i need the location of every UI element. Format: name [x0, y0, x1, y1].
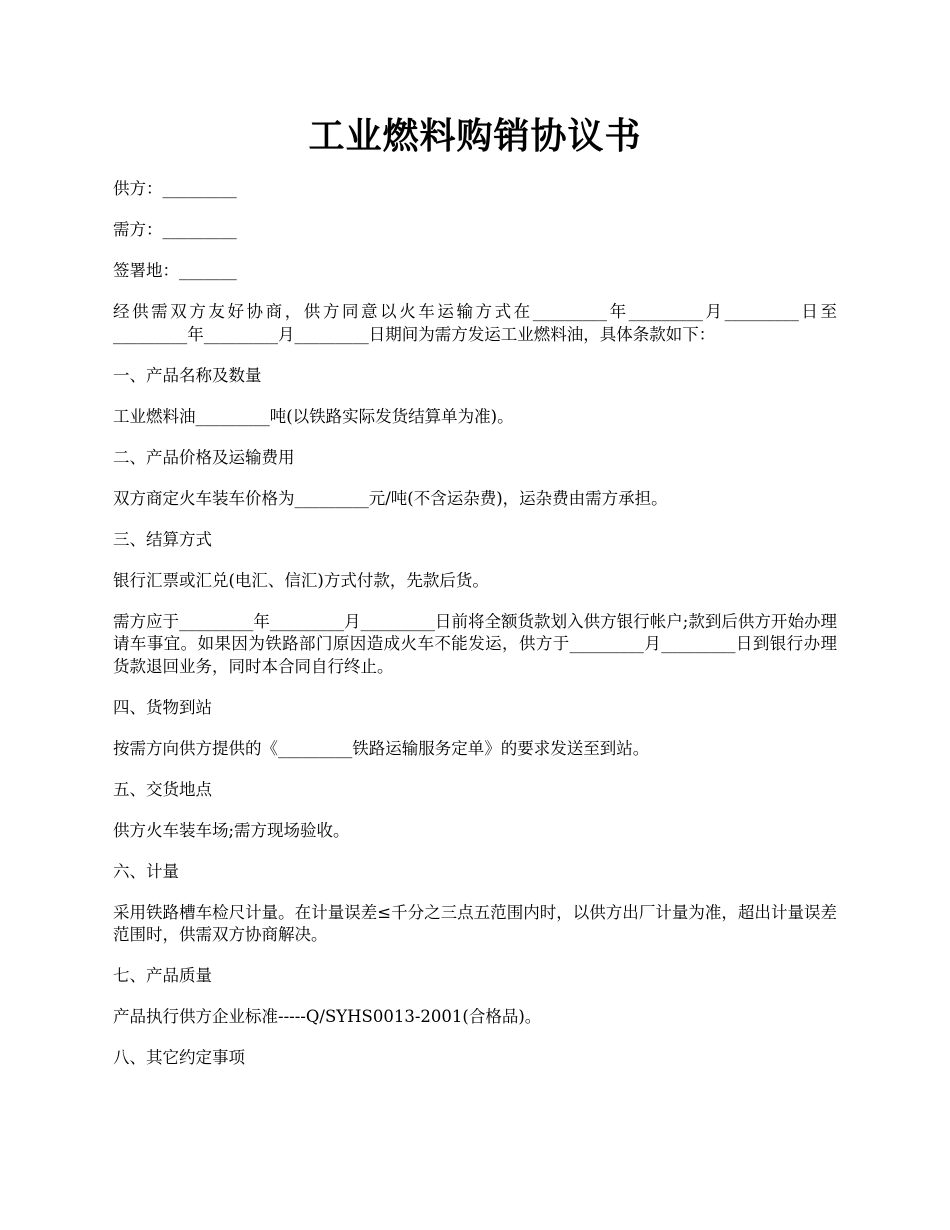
section-body-4: 按需方向供方提供的《_________铁路运输服务定单》的要求发送至到站。: [113, 738, 650, 758]
signing-place-line: 签署地：_______: [113, 261, 237, 280]
buyer-line: 需方：_________: [113, 220, 237, 239]
section-heading-3: 三、结算方式: [113, 529, 212, 549]
section-body-3a: 银行汇票或汇兑(电汇、信汇)方式付款，先款后货。: [113, 570, 489, 590]
section-body-6: 采用铁路槽车检尺计量。在计量误差≤千分之三点五范围内时，以供方出厂计量为准，超出计量误差范围时，供需双方协商解决。: [113, 902, 837, 944]
section-body-7: 产品执行供方企业标准-----Q/SYHS0013-2001(合格品)。: [113, 1007, 542, 1026]
section-heading-1: 一、产品名称及数量: [113, 365, 262, 385]
supplier-line: 供方：_________: [113, 179, 237, 198]
section-heading-5: 五、交货地点: [113, 779, 212, 799]
section-body-2: 双方商定火车装车价格为_________元/吨(不含运杂费)，运杂费由需方承担。: [113, 488, 668, 508]
section-body-1: 工业燃料油_________吨(以铁路实际发货结算单为准)。: [113, 406, 514, 426]
section-heading-8: 八、其它约定事项: [113, 1048, 245, 1067]
document-title: 工业燃料购销协议书: [308, 115, 642, 157]
intro-paragraph: 经供需双方友好协商，供方同意以火车运输方式在_________年_________月_________日至_________年_________月_________日期间为需方发运工业燃料油，具体条款如下：: [113, 302, 837, 344]
section-heading-2: 二、产品价格及运输费用: [113, 447, 295, 467]
section-body-5: 供方火车装车场;需方现场验收。: [113, 820, 350, 840]
section-body-3b: 需方应于_________年_________月_________日前将全额货款划入供方银行帐户;款到后供方开始办理请车事宜。如果因为铁路部门原因造成火车不能发运，供方于_________月_________日到银行办理货款退回业务，同时本合同自行终止。: [113, 611, 837, 676]
section-heading-7: 七、产品质量: [113, 966, 212, 985]
section-heading-6: 六、计量: [113, 861, 179, 881]
document-body: [113, 178, 837, 1088]
section-heading-4: 四、货物到站: [113, 697, 212, 717]
